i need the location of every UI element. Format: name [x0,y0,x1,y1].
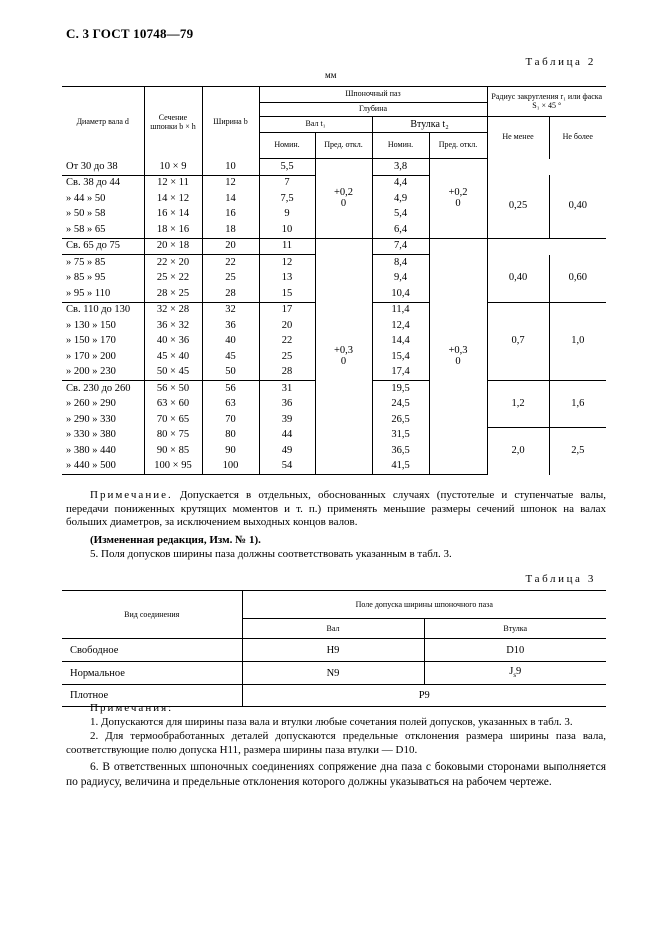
cell-t2: 41,5 [372,459,429,475]
cell-section: 45 × 40 [144,349,202,365]
note-table2 [66,489,606,530]
cell-width: 16 [202,207,259,223]
head-hub-nom: Номин. [372,133,429,159]
dev-bottom: 0 [455,356,461,368]
keyway-dimensions-table [62,86,606,475]
cell-t1: 17 [259,302,315,318]
cell-t1: 49 [259,443,315,459]
page-header: С. 3 ГОСТ 10748—79 [66,26,194,41]
head-shaft-nom: Номин. [259,133,315,159]
head-hub: Втулка [424,619,606,639]
cell-t2: 36,5 [372,443,429,459]
unit-label: мм [325,70,337,80]
cell-t2: 4,9 [372,191,429,207]
cell-t1: 36 [259,397,315,413]
table-row [62,662,606,685]
cell-t1: 44 [259,428,315,444]
cell-t2: 5,4 [372,207,429,223]
cell-shaft-field: H9 [242,639,424,662]
field-subscript: s [513,671,517,680]
cell-width: 40 [202,334,259,350]
cell-section: 63 × 60 [144,397,202,413]
cell-width: 18 [202,222,259,238]
cell-diameter: » 290 » 330 [66,413,116,425]
cell-t2: 11,4 [372,302,429,318]
head-tolerance-field: Поле допуска ширины шпоночного паза [242,591,606,619]
head-connection-type: Вид соединения [62,591,242,639]
cell-t2: 14,4 [372,334,429,350]
cell-section: 100 × 95 [144,459,202,475]
cell-section: 32 × 28 [144,302,202,318]
cell-t1: 5,5 [259,159,315,176]
cell-diameter: » 330 » 380 [66,429,116,441]
dev-top: +0,3 [448,344,468,356]
cell-diameter: » 44 » 50 [66,192,106,204]
cell-t2: 3,8 [372,159,429,176]
note-item-2: 2. Для термообработанных деталей допускаются предельные отклонения размера ширины паза вала, соответствующие полю допуска H11, размера ширины паза втулки — D10. [66,730,606,756]
cell-r-max: 0,60 [549,255,606,303]
head-min: Не менее [487,117,549,159]
cell-t1: 28 [259,365,315,381]
note-item-1: 1. Допускаются для ширины паза вала и втулки любые сочетания полей допусков, указанных в табл. 3. [90,716,573,728]
edition-note: (Измененная редакция, Изм. № 1). [90,534,261,546]
cell-width: 80 [202,428,259,444]
cell-section: 16 × 14 [144,207,202,223]
cell-t1: 13 [259,271,315,287]
cell-diameter: » 58 » 65 [62,222,144,238]
item-5: 5. Поля допусков ширины паза должны соответствовать указанным в табл. 3. [90,548,452,560]
cell-t2: 12,4 [372,318,429,334]
cell-width: 45 [202,349,259,365]
cell-diameter: Св. 110 до 130 [66,304,131,316]
cell-width: 14 [202,191,259,207]
field-letter: J [509,666,514,678]
cell-section: 90 × 85 [144,443,202,459]
cell-connection: Плотное [70,690,109,701]
cell-both-field: P9 [242,685,606,707]
tolerance-fields-table [62,590,606,707]
cell-section: 12 × 11 [144,175,202,191]
dev-top: +0,3 [333,344,354,356]
cell-width: 70 [202,412,259,428]
cell-t1: 15 [259,286,315,302]
cell-width: 12 [202,175,259,191]
cell-diameter: » 150 » 170 [66,335,116,347]
cell-r-min: 0,7 [487,302,549,381]
cell-t2: 9,4 [372,271,429,287]
cell-width: 56 [202,381,259,397]
head-section: Сечение шпонки b × h [144,87,202,159]
item-6: 6. В ответственных шпоночных соединениях сопряжение дна паза с боковыми сторонами выполняется по радиусу, величина и предельные отклонения которого должны указываться на рабочем чертеже. [66,761,606,788]
dev-bottom: 0 [340,356,347,368]
cell-r-max: 1,6 [549,381,606,428]
note-label: Примечание. [90,489,173,501]
cell-shaft-field: N9 [242,662,424,685]
cell-t1: 39 [259,412,315,428]
cell-width: 90 [202,443,259,459]
cell-width: 32 [202,302,259,318]
cell-r-max: 0,40 [549,175,606,238]
cell-width: 22 [202,255,259,271]
cell-diameter: » 440 » 500 [62,459,144,475]
cell-section: 18 × 16 [144,222,202,238]
field-grade: 9 [516,666,522,678]
cell-t1: 11 [259,238,315,255]
head-width: Ширина b [202,87,259,159]
cell-r-min: 0,25 [487,175,549,238]
cell-t1: 31 [259,381,315,397]
cell-r-min: 1,2 [487,381,549,428]
cell-section: 56 × 50 [144,381,202,397]
cell-width: 100 [202,459,259,475]
notes-label-text: Примечания: [90,702,174,714]
cell-diameter: Св. 230 до 260 [66,382,131,394]
table-row [62,639,606,662]
head-shaft-t1: Вал t₁ [259,117,372,133]
cell-section: 80 × 75 [144,428,202,444]
head-hub-dev: Пред. откл. [429,133,487,159]
cell-t1-dev [315,238,372,475]
cell-hub-field: D10 [424,639,606,662]
cell-t2: 24,5 [372,397,429,413]
cell-section: 10 × 9 [144,159,202,176]
cell-diameter: От 30 до 38 [66,160,118,172]
cell-t1: 12 [259,255,315,271]
cell-t2-dev [429,159,487,239]
cell-diameter: » 380 » 440 [66,444,116,456]
cell-width: 20 [202,238,259,255]
cell-t1: 7 [259,175,315,191]
cell-r-min: 2,0 [487,428,549,475]
head-depth: Глубина [259,103,487,117]
cell-section: 14 × 12 [144,191,202,207]
cell-t2: 26,5 [372,412,429,428]
note-text: Допускается в отдельных, обоснованных случаях (пустотелые и ступенчатые валы, передачи пониженных крутящих моментов и т. п.) применять меньшие размеры сечений шпонок на валах больших диаметров, за исключением выходных концов валов. [66,489,606,528]
cell-section: 28 × 25 [144,286,202,302]
cell-t1: 22 [259,334,315,350]
cell-t1: 25 [259,349,315,365]
cell-diameter: » 200 » 230 [62,365,144,381]
notes-label [90,702,173,716]
cell-width: 25 [202,271,259,287]
cell-width: 50 [202,365,259,381]
cell-blank [487,159,606,176]
cell-section: 25 × 22 [144,271,202,287]
cell-blank [487,238,606,255]
dev-bottom: 0 [455,198,461,210]
dev-bottom: 0 [340,198,347,210]
cell-t2: 7,4 [372,238,429,255]
cell-diameter: » 130 » 150 [66,319,116,331]
head-diameter: Диаметр вала d [76,117,129,127]
table-row [62,238,606,255]
cell-connection: Свободное [62,639,242,662]
cell-diameter: » 85 » 95 [66,272,106,284]
cell-t2: 31,5 [372,428,429,444]
cell-r-min: 0,40 [487,255,549,303]
cell-t2-dev [429,238,487,475]
cell-section: 22 × 20 [144,255,202,271]
table3-caption: Таблица 3 [525,573,596,585]
head-shaft-dev: Пред. откл. [315,133,372,159]
cell-diameter: » 170 » 200 [66,350,116,362]
head-max: Не более [549,117,606,159]
cell-t1: 54 [259,459,315,475]
cell-width: 28 [202,286,259,302]
head-hub-t2: Втулка t₂ [372,117,487,133]
cell-t1: 7,5 [259,191,315,207]
cell-width: 63 [202,397,259,413]
cell-t1-dev [315,159,372,239]
cell-diameter: » 75 » 85 [62,255,144,271]
cell-width: 36 [202,318,259,334]
cell-width: 10 [202,159,259,176]
cell-t2: 19,5 [372,381,429,397]
cell-diameter: Св. 38 до 44 [62,175,144,191]
cell-section: 40 × 36 [144,334,202,350]
cell-diameter: » 50 » 58 [66,208,106,220]
cell-r-max: 2,5 [549,428,606,475]
cell-section: 20 × 18 [144,238,202,255]
head-shaft: Вал [242,619,424,639]
cell-t1: 20 [259,318,315,334]
cell-t2: 17,4 [372,365,429,381]
cell-r-max: 1,0 [549,302,606,381]
table-row [62,159,606,176]
cell-t2: 10,4 [372,286,429,302]
cell-t1: 10 [259,222,315,238]
cell-diameter: » 260 » 290 [66,398,116,410]
cell-section: 36 × 32 [144,318,202,334]
cell-hub-field [424,662,606,685]
cell-t2: 15,4 [372,349,429,365]
cell-connection: Нормальное [62,662,242,685]
cell-t2: 8,4 [372,255,429,271]
table2-caption: Таблица 2 [525,56,596,68]
head-groove: Шпоночный паз [259,87,487,103]
head-radius: Радиус закругления r₁ или фаска S₁ × 45 ° [487,87,606,117]
cell-t1: 9 [259,207,315,223]
cell-section: 70 × 65 [144,412,202,428]
dev-top: +0,2 [448,186,468,198]
cell-diameter: » 95 » 110 [62,286,144,302]
cell-t2: 4,4 [372,175,429,191]
cell-section: 50 × 45 [144,365,202,381]
cell-t2: 6,4 [372,222,429,238]
dev-top: +0,2 [333,186,354,198]
cell-diameter: Св. 65 до 75 [66,240,121,252]
